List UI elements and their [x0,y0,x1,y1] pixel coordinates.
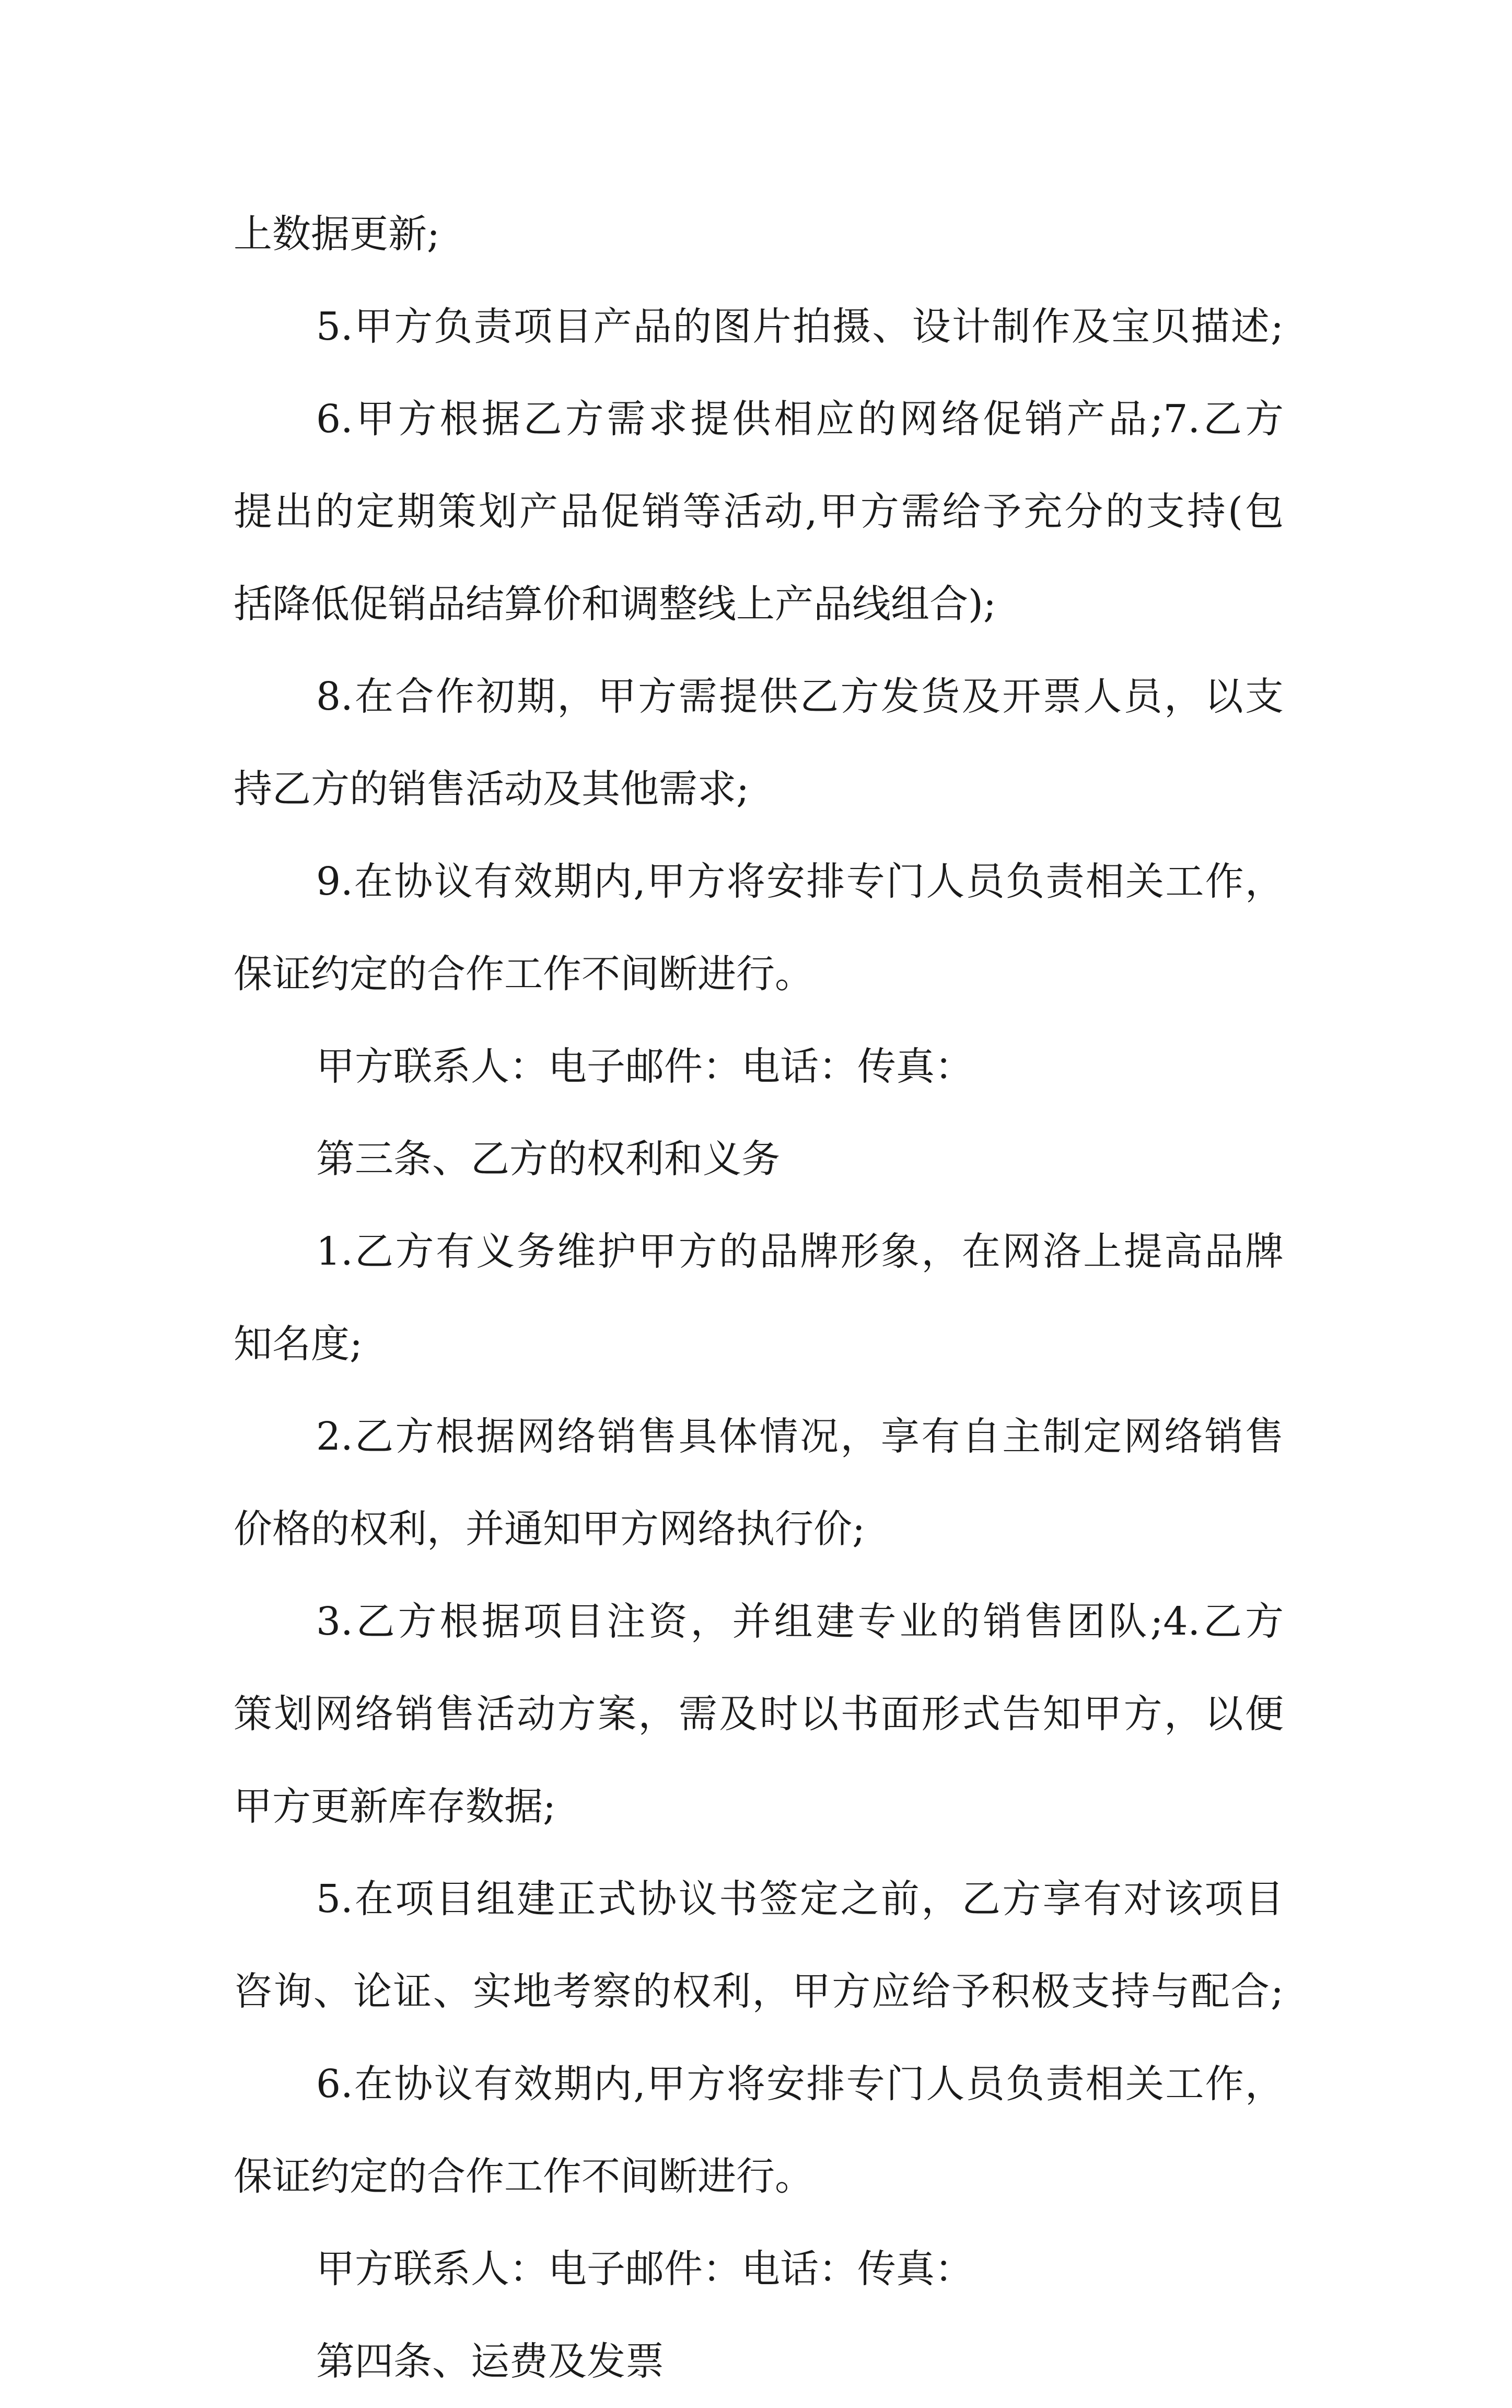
text-line: 5.在项目组建正式协议书签定之前，乙方享有对该项目 [316,1877,1284,1921]
document-body [234,188,1284,2408]
text-line: 甲方更新库存数据; [234,1784,556,1829]
contact-line: 甲方联系人：电子邮件：电话：传真： [316,1044,973,1089]
text-line: 6.在协议有效期内,甲方将安排专门人员负责相关工作， [316,2062,1284,2106]
text-line: 策划网络销售活动方案，需及时以书面形式告知甲方，以便 [234,1692,1284,1736]
text-line: 9.在协议有效期内,甲方将安排专门人员负责相关工作， [316,859,1284,904]
text-line: 1.乙方有义务维护甲方的品牌形象，在网洛上提高品牌 [316,1229,1284,1274]
text-line: 5.甲方负责项目产品的图片拍摄、设计制作及宝贝描述; [316,304,1284,349]
section-heading: 第三条、乙方的权利和义务 [316,1137,780,1182]
text-line: 上数据更新; [234,212,440,257]
text-line: 8.在合作初期，甲方需提供乙方发货及开票人员，以支 [316,674,1284,719]
text-line: 保证约定的合作工作不间断进行。 [234,952,813,997]
section-heading: 第四条、运费及发票 [316,2339,664,2384]
text-line: 保证约定的合作工作不间断进行。 [234,2154,813,2199]
text-line: 持乙方的销售活动及其他需求; [234,767,749,812]
text-line: 括降低促销品结算价和调整线上产品线组合); [234,582,996,627]
text-line: 咨询、论证、实地考察的权利，甲方应给予积极支持与配合; [234,1969,1284,2014]
contact-line: 甲方联系人：电子邮件：电话：传真： [316,2247,973,2291]
text-line: 知名度; [234,1322,363,1367]
text-line: 2.乙方根据网络销售具体情况，享有自主制定网络销售 [316,1414,1284,1459]
text-line: 6.甲方根据乙方需求提供相应的网络促销产品;7.乙方 [316,397,1284,442]
text-line: 价格的权利，并通知甲方网络执行价; [234,1507,865,1552]
text-line: 3.乙方根据项目注资，并组建专业的销售团队;4.乙方 [316,1599,1284,1644]
text-line: 提出的定期策划产品促销等活动,甲方需给予充分的支持(包 [234,489,1284,534]
